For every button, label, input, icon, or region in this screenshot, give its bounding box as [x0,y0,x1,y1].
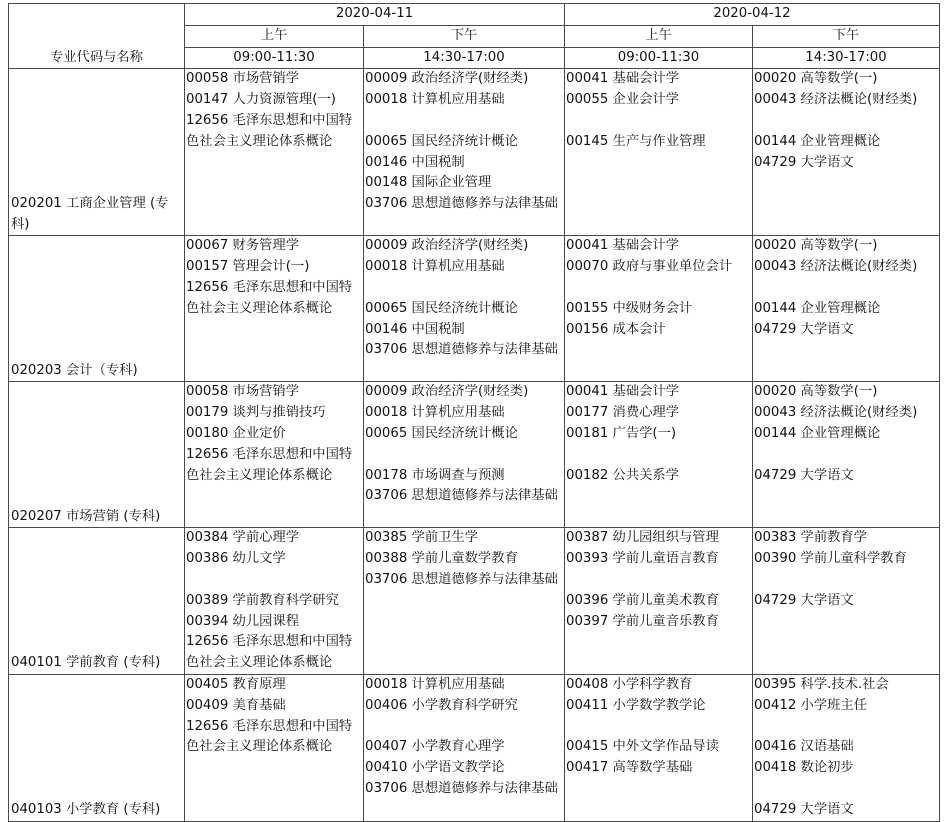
course-entry: 00408 小学科学教育 [566,676,693,692]
major-name: 040103 小学教育 (专科) [9,674,185,821]
course-entry: 00393 学前儿童语言教育 [566,551,719,567]
time-header: 09:00-11:30 [185,47,364,69]
course-entry: 00406 小学教育科学研究 [365,697,518,713]
course-entry: 00070 政府与事业单位会计 [566,259,733,275]
course-entry: 00018 计算机应用基础 [365,405,505,421]
course-entry: 00411 小学数学教学论 [566,697,706,713]
course-entry: 12656 毛泽东思想和中国特色社会主义理论体系概论 [186,634,353,671]
course-entry: 00180 企业定价 [186,425,286,441]
course-entry: 00387 幼儿园组织与管理 [566,530,719,546]
course-entry: 00058 市场营销学 [186,384,300,400]
course-cell [753,236,940,382]
course-entry: 12656 毛泽东思想和中国特色社会主义理论体系概论 [186,112,353,149]
blank-line [566,717,751,738]
course-cell [753,528,940,675]
course-cell [364,674,565,821]
course-entry: 00144 企业管理概论 [754,133,881,149]
blank-line [365,278,563,299]
course-entry: 00410 小学语文教学论 [365,760,505,776]
course-entry: 00144 企业管理概论 [754,425,881,441]
course-cell [185,674,364,821]
course-entry: 00383 学前教育学 [754,530,868,546]
blank-line [365,445,563,466]
course-cell [753,382,940,528]
blank-line [754,111,938,132]
course-entry: 00418 数论初步 [754,760,854,776]
table-row [9,674,940,821]
course-entry: 00148 国际企业管理 [365,175,492,191]
course-cell [364,382,565,528]
course-entry: 00146 中国税制 [365,154,465,170]
course-entry: 00055 企业会计学 [566,92,680,108]
blank-line [754,570,938,591]
exam-schedule-table [8,3,940,822]
course-entry: 00390 学前儿童科学教育 [754,551,907,567]
course-entry: 00067 财务管理学 [186,238,300,254]
course-cell [185,382,364,528]
course-entry: 00020 高等数学(一) [754,71,878,87]
course-entry: 00394 幼儿园课程 [186,613,300,629]
period-header: 下午 [753,25,940,47]
course-entry: 00415 中外文学作品导读 [566,739,719,755]
course-entry: 00181 广告学(一) [566,425,677,441]
course-entry: 00157 管理会计(一) [186,259,310,275]
course-entry: 00384 学前心理学 [186,530,300,546]
course-entry: 00018 计算机应用基础 [365,92,505,108]
blank-line [566,570,751,591]
course-entry: 00018 计算机应用基础 [365,676,505,692]
course-entry: 00385 学前卫生学 [365,530,479,546]
course-entry: 03706 思想道德修养与法律基础 [365,488,558,504]
course-entry: 03706 思想道德修养与法律基础 [365,780,558,796]
course-entry: 00043 经济法概论(财经类) [754,405,918,421]
course-cell [753,674,940,821]
blank-line [566,111,751,132]
course-entry: 04729 大学语文 [754,467,854,483]
course-entry: 00065 国民经济统计概论 [365,300,518,316]
table-row [9,236,940,382]
date-header: 2020-04-11 [185,4,565,26]
major-column-header: 专业代码与名称 [9,4,185,69]
course-entry: 00145 生产与作业管理 [566,133,706,149]
course-entry: 03706 思想道德修养与法律基础 [365,342,558,358]
course-entry: 04729 大学语文 [754,321,854,337]
course-entry: 00407 小学教育心理学 [365,739,505,755]
course-entry: 00009 政治经济学(财经类) [365,238,529,254]
course-entry: 00065 国民经济统计概论 [365,425,518,441]
course-entry: 12656 毛泽东思想和中国特色社会主义理论体系概论 [186,718,353,755]
course-entry: 04729 大学语文 [754,801,854,817]
course-entry: 04729 大学语文 [754,592,854,608]
time-header: 09:00-11:30 [565,47,753,69]
time-header: 14:30-17:00 [364,47,565,69]
course-entry: 00009 政治经济学(财经类) [365,71,529,87]
major-name: 020203 会计（专科) [9,236,185,382]
period-header: 上午 [185,25,364,47]
course-entry: 04729 大学语文 [754,154,854,170]
course-cell [185,236,364,382]
course-entry: 00041 基础会计学 [566,71,680,87]
course-entry: 00416 汉语基础 [754,739,854,755]
blank-line [365,111,563,132]
date-header: 2020-04-12 [565,4,940,26]
course-cell [364,69,565,236]
course-entry: 00179 谈判与推销技巧 [186,405,326,421]
course-entry: 00417 高等数学基础 [566,760,693,776]
course-entry: 00020 高等数学(一) [754,238,878,254]
course-entry: 00065 国民经济统计概论 [365,133,518,149]
course-entry: 12656 毛泽东思想和中国特色社会主义理论体系概论 [186,279,353,316]
table-row [9,382,940,528]
blank-line [566,445,751,466]
course-entry: 00144 企业管理概论 [754,300,881,316]
course-entry: 00396 学前儿童美术教育 [566,592,719,608]
course-cell [364,236,565,382]
period-header: 上午 [565,25,753,47]
course-entry: 00405 教育原理 [186,676,286,692]
blank-line [566,278,751,299]
course-cell [565,674,753,821]
course-cell [565,382,753,528]
course-entry: 03706 思想道德修养与法律基础 [365,196,558,212]
course-entry: 12656 毛泽东思想和中国特色社会主义理论体系概论 [186,446,353,483]
time-header: 14:30-17:00 [753,47,940,69]
course-entry: 00155 中级财务会计 [566,300,693,316]
table-row [9,69,940,236]
blank-line [754,779,938,800]
course-entry: 00397 学前儿童音乐教育 [566,613,719,629]
course-entry: 00409 美育基础 [186,697,286,713]
course-entry: 00386 幼儿文学 [186,551,286,567]
course-entry: 00412 小学班主任 [754,697,868,713]
course-cell [185,528,364,675]
blank-line [365,717,563,738]
course-cell [565,236,753,382]
course-cell [185,69,364,236]
course-cell [565,69,753,236]
course-cell [753,69,940,236]
course-cell [565,528,753,675]
blank-line [754,717,938,738]
course-entry: 00041 基础会计学 [566,238,680,254]
course-entry: 03706 思想道德修养与法律基础 [365,571,558,587]
course-entry: 00389 学前教育科学研究 [186,592,339,608]
course-entry: 00147 人力资源管理(一) [186,92,336,108]
course-entry: 00058 市场营销学 [186,71,300,87]
course-entry: 00177 消费心理学 [566,405,680,421]
course-entry: 00395 科学.技术.社会 [754,676,889,692]
blank-line [754,278,938,299]
course-entry: 00146 中国税制 [365,321,465,337]
course-entry: 00043 经济法概论(财经类) [754,259,918,275]
blank-line [754,445,938,466]
course-entry: 00178 市场调查与预测 [365,467,505,483]
blank-line [186,570,362,591]
schedule-body [9,69,940,821]
course-entry: 00041 基础会计学 [566,384,680,400]
exam-schedule-sheet [8,3,939,822]
table-row [9,528,940,675]
major-name: 020207 市场营销 (专科) [9,382,185,528]
major-name: 040101 学前教育 (专科) [9,528,185,675]
course-entry: 00182 公共关系学 [566,467,680,483]
course-entry: 00018 计算机应用基础 [365,259,505,275]
course-cell [364,528,565,675]
major-name: 020201 工商企业管理 (专科) [9,69,185,236]
course-entry: 00009 政治经济学(财经类) [365,384,529,400]
period-header: 下午 [364,25,565,47]
course-entry: 00388 学前儿童数学教育 [365,551,518,567]
course-entry: 00156 成本会计 [566,321,666,337]
course-entry: 00043 经济法概论(财经类) [754,92,918,108]
course-entry: 00020 高等数学(一) [754,384,878,400]
